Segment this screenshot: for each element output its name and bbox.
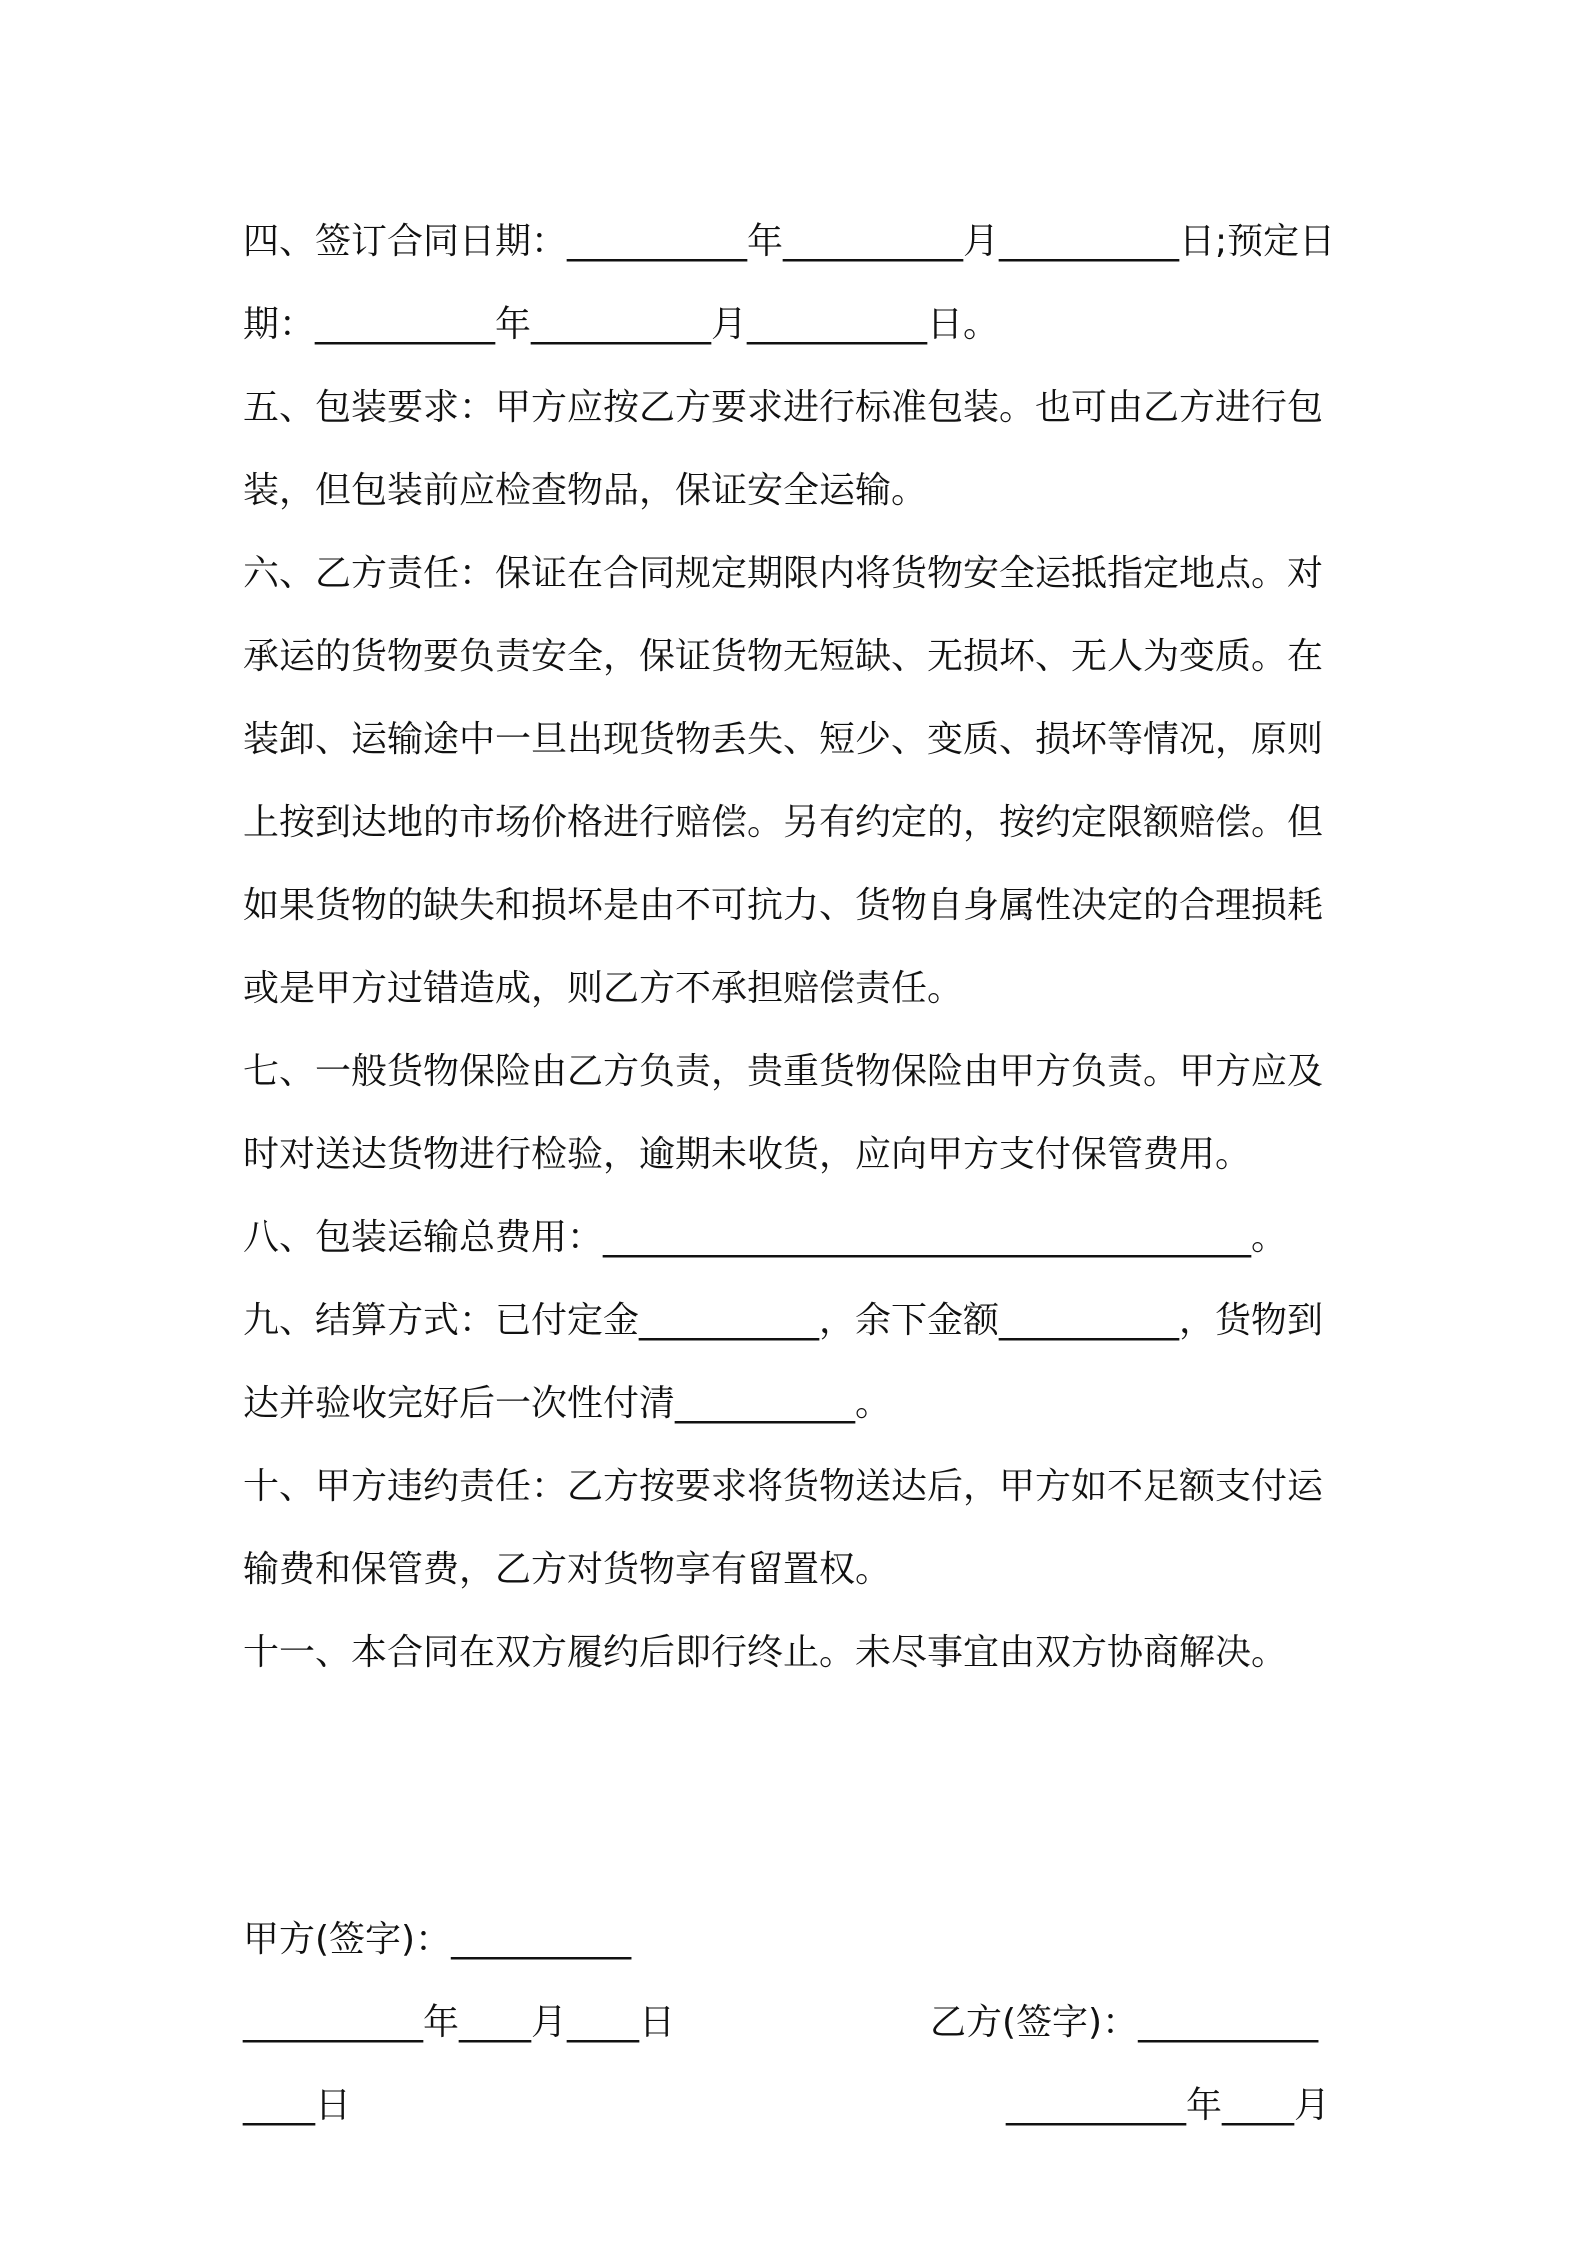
clause-6-party-b-responsibility: 六、乙方责任：保证在合同规定期限内将货物安全运抵指定地点。对承运的货物要负责安全，保证货物无短缺、无损坏、无人为变质。在装卸、运输途中一旦出现货物丢失、短少、变质、损坏等情况，原则上按到达地的市场价格进行赔偿。另有约定的，按约定限额赔偿。但如果货物的缺失和损坏是由不可抗力、货物自身属性决定的合理损耗或是甲方过错造成，则乙方不承担赔偿责任。 [243,553,1324,1009]
clause-7-insurance: 七、一般货物保险由乙方负责，贵重货物保险由甲方负责。甲方应及时对送达货物进行检验，逾期未收货，应向甲方支付保管费用。 [243,1051,1324,1175]
party-b-date: __________年____月 [1006,2085,1330,2126]
party-b-date-day: ____日 [243,2085,352,2126]
contract-page [243,200,1358,2126]
clause-4-signing-date: 四、签订合同日期：__________年__________月__________日;预定日期：__________年__________月__________日。 [243,221,1336,345]
party-a-signature: 甲方(签字)：__________ [243,1919,632,1960]
party-a-date: __________年____月____日 [243,2002,675,2043]
clause-9-settlement: 九、结算方式：已付定金__________，余下金额__________，货物到达并验收完好后一次性付清__________。 [243,1300,1324,1424]
party-b-signature: 乙方(签字)：__________ [930,2002,1319,2043]
clause-11-termination: 十一、本合同在双方履约后即行终止。未尽事宜由双方协商解决。 [243,1632,1288,1673]
clause-8-total-fee: 八、包装运输总费用：____________________________________。 [243,1217,1288,1258]
clause-10-party-a-breach: 十、甲方违约责任：乙方按要求将货物送达后，甲方如不足额支付运输费和保管费，乙方对货物享有留置权。 [243,1466,1324,1590]
signature-block [243,1815,1358,2126]
clause-5-packaging: 五、包装要求：甲方应按乙方要求进行标准包装。也可由乙方进行包装，但包装前应检查物品，保证安全运输。 [243,387,1324,511]
